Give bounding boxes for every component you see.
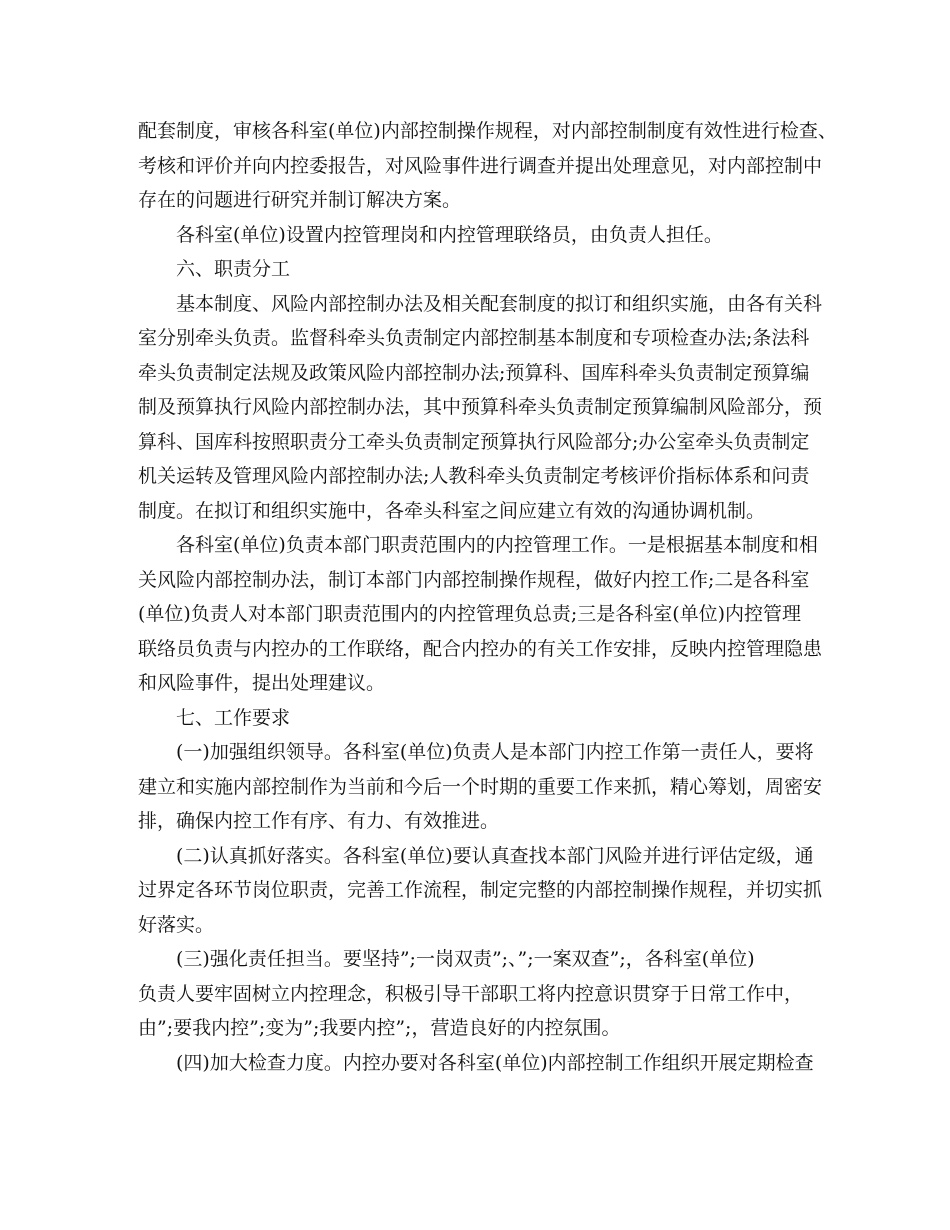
text-line: (四)加大检查力度。内控办要对各科室(单位)内部控制工作组织开展定期检查 xyxy=(176,1051,814,1074)
text-line: (三)强化责任担当。要坚持”;一岗双责”;、”;一案双查”;，各科室(单位) xyxy=(176,948,755,970)
text-line: 考核和评价并向内控委报告，对风险事件进行调查并提出处理意见，对内部控制中 xyxy=(138,154,823,177)
text-line: (单位)负责人对本部门职责范围内的内控管理负总责;三是各科室(单位)内控管理 xyxy=(138,603,802,625)
text-line: 联络员负责与内控办的工作联络，配合内控办的有关工作安排，反映内控管理隐患 xyxy=(138,637,823,660)
text-line: 制度。在拟订和组织实施中，各牵头科室之间应建立有效的沟通协调机制。 xyxy=(138,499,766,522)
text-line: 制及预算执行风险内部控制办法，其中预算科牵头负责制定预算编制风险部分，预 xyxy=(138,396,823,418)
text-line: 存在的问题进行研究并制订解决方案。 xyxy=(138,189,462,211)
document-body xyxy=(138,114,837,1080)
text-line: 配套制度，审核各科室(单位)内部控制操作规程，对内部控制制度有效性进行检查、 xyxy=(138,120,837,142)
text-line: 基本制度、风险内部控制办法及相关配套制度的拟订和组织实施，由各有关科 xyxy=(176,292,823,315)
text-line: 建立和实施内部控制作为当前和今后一个时期的重要工作来抓，精心筹划，周密安 xyxy=(138,775,823,798)
text-line: 由”;要我内控”;变为”;我要内控”;，营造良好的内控氛围。 xyxy=(138,1017,621,1039)
section-heading: 七、工作要求 xyxy=(176,706,291,729)
text-line: 机关运转及管理风险内部控制办法;人教科牵头负责制定考核评价指标体系和问责 xyxy=(138,465,810,487)
text-line: 关风险内部控制办法，制订本部门内部控制操作规程，做好内控工作;二是各科室 xyxy=(138,568,810,591)
text-line: (二)认真抓好落实。各科室(单位)要认真查找本部门风险并进行评估定级，通 xyxy=(176,844,814,867)
text-line: 负责人要牢固树立内控理念，积极引导干部职工将内控意识贯穿于日常工作中， xyxy=(138,982,804,1005)
text-line: 排，确保内控工作有序、有力、有效推进。 xyxy=(138,810,500,832)
text-line: 算科、国库科按照职责分工牵头负责制定预算执行风险部分;办公室牵头负责制定 xyxy=(138,430,810,453)
text-line: 各科室(单位)负责本部门职责范围内的内控管理工作。一是根据基本制度和相 xyxy=(176,534,818,556)
text-line: (一)加强组织领导。各科室(单位)负责人是本部门内控工作第一责任人，要将 xyxy=(176,741,814,763)
text-line: 好落实。 xyxy=(138,913,215,936)
text-line: 室分别牵头负责。监督科牵头负责制定内部控制基本制度和专项检查办法;条法科 xyxy=(138,327,810,349)
text-line: 各科室(单位)设置内控管理岗和内控管理联络员，由负责人担任。 xyxy=(176,223,723,246)
text-line: 过界定各环节岗位职责，完善工作流程，制定完整的内部控制操作规程，并切实抓 xyxy=(138,879,823,901)
section-heading: 六、职责分工 xyxy=(176,258,291,280)
text-line: 牵头负责制定法规及政策风险内部控制办法;预算科、国库科牵头负责制定预算编 xyxy=(138,361,810,384)
text-line: 和风险事件，提出处理建议。 xyxy=(138,672,386,694)
